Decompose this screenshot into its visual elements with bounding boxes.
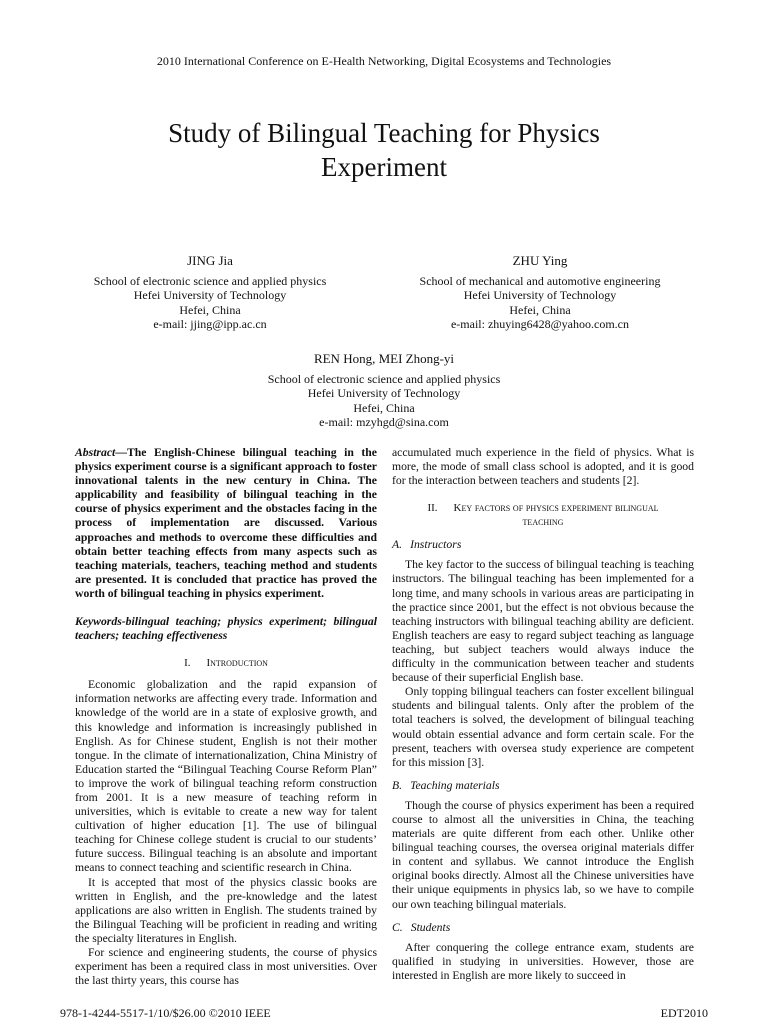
abstract-text: —The English-Chinese bilingual teaching in the physics experiment course is a significant approach to foster innovational talents in the new century in China. The applicability and feasibility of bilingual teaching in the course of physics experiment and the obstacles facing in the process of implementation are discussed. Various approaches and methods to overcome these difficulties and obtain better teaching effects from many aspects such as teaching materials, teachers, teaching method and students are presented. It is concluded that practice has proved the worth of bilingual teaching in physics experiment. (75, 446, 377, 600)
section-number: II. (427, 502, 438, 515)
abstract-label: Abstract (75, 446, 116, 459)
footer-conference-code: EDT2010 (660, 1006, 708, 1020)
left-column (75, 446, 377, 988)
author-city: Hefei, China (509, 302, 571, 317)
section-title-line-2: teaching (522, 516, 564, 529)
author-block-2 (390, 254, 690, 332)
footer-copyright: 978-1-4244-5517-1/10/$26.00 ©2010 IEEE (60, 1006, 271, 1020)
subsection-heading-students (392, 921, 694, 935)
author-university: Hefei University of Technology (133, 288, 287, 302)
title-line-1: Study of Bilingual Teaching for Physics (168, 118, 600, 148)
author-name: ZHU Ying (512, 253, 568, 268)
author-email: e-mail: zhuying6428@yahoo.com.cn (450, 317, 629, 331)
section-heading-introduction (75, 656, 377, 670)
author-university: Hefei University of Technology (307, 386, 461, 400)
section-title: Introduction (206, 657, 268, 670)
paragraph: For science and engineering students, the course of physics experiment has been a required class in most universities. Over the last thirty years, this course has (75, 946, 377, 988)
author-department: School of mechanical and automotive engineering (419, 273, 661, 288)
author-university: Hefei University of Technology (463, 288, 617, 302)
paragraph: Though the course of physics experiment has been a required course to almost all the universities in China, the teaching materials are quite different from each other. Unlike other bilingual teaching courses, the oversea original materials differ in content and syllabus. We cannot introduce the English original books directly. Almost all the Chinese universities have their unique equipments in physics lab, so we have to compile our own teaching bilingual materials. (392, 798, 694, 911)
subsection-number: A. (392, 538, 403, 552)
paragraph: The key factor to the success of bilingual teaching is teaching instructors. The bilingual teaching has been implemented for a long time, and many schools in various areas are participating in the practice since 2001, but the effect is not obvious because the teaching instructors with bilingual teaching ability are deficient. English teachers are easy to regard subject teaching as language teaching, but subject teachers would always induce the difficulty in the communication between teacher and students because of their superficial English base. (392, 558, 694, 685)
subsection-title: Teaching materials (410, 778, 500, 792)
subsection-heading-instructors (392, 538, 694, 552)
author-block-3 (184, 352, 584, 430)
author-email: e-mail: jjing@ipp.ac.cn (153, 317, 267, 331)
author-department: School of electronic science and applied physics (93, 273, 327, 288)
author-department: School of electronic science and applied physics (267, 371, 501, 386)
paragraph: Only topping bilingual teachers can foster excellent bilingual students and bilingual talents. Only after the problem of the total teachers is solved, the development of bilingual teaching would obtain essential advance and form certain scale. For the present, teachers with oversea study experience are competent for this mission [3]. (392, 685, 694, 769)
section-title-line-1: Key factors of physics experiment bilingual (453, 502, 659, 515)
author-name: REN Hong, MEI Zhong-yi (313, 351, 455, 366)
abstract (75, 446, 377, 601)
paragraph: After conquering the college entrance exam, students are qualified in studying in universities. However, those are interested in English are more likely to succeed in (392, 940, 694, 982)
conference-header: 2010 International Conference on E-Health Networking, Digital Ecosystems and Technologies (156, 54, 612, 68)
paper-title (0, 116, 768, 184)
author-city: Hefei, China (179, 302, 241, 317)
author-email: e-mail: mzyhgd@sina.com (319, 415, 449, 429)
section-heading-key-factors (392, 501, 694, 529)
subsection-title: Instructors (410, 538, 462, 552)
subsection-heading-teaching-materials (392, 779, 694, 793)
subsection-title: Students (410, 920, 451, 934)
right-column (392, 446, 694, 983)
author-name: JING Jia (187, 253, 233, 268)
keywords: Keywords-bilingual teaching; physics experiment; bilingual teachers; teaching effectiveness (75, 615, 377, 643)
author-city: Hefei, China (353, 400, 415, 415)
paragraph: accumulated much experience in the field of physics. What is more, the mode of small class school is adopted, and it is good for the interaction between teachers and students [2]. (392, 446, 694, 488)
title-line-2: Experiment (321, 152, 447, 182)
paragraph: Economic globalization and the rapid expansion of information networks are affecting every trade. Information and knowledge of the world are in a state of explosive growth, and this knowledge and information is increasingly published in English. As for Chinese student, English is not their mother tongue. In the climate of internationalization, China Ministry of Education started the “Bilingual Teaching Course Reform Plan” to improve the work of bilingual teaching reform construction from 2001. It is a new measure of teaching reform in universities, which is evitable to create a new way for talent cultivation of higher education [1]. The use of bilingual teaching for Chinese college student is crucial to our students’ future success. Bilingual teaching is an absolute and important means to connect teaching and scientific research in China. (75, 678, 377, 875)
subsection-number: C. (392, 920, 403, 934)
subsection-number: B. (392, 778, 403, 792)
author-block-1 (60, 254, 360, 332)
section-number: I. (184, 657, 191, 670)
paragraph: It is accepted that most of the physics classic books are written in English, and the pre-knowledge and the latest applications are also written in English. The students trained by the Bilingual Teaching will be proficient in reading and writing the specialty literatures in English. (75, 875, 377, 945)
